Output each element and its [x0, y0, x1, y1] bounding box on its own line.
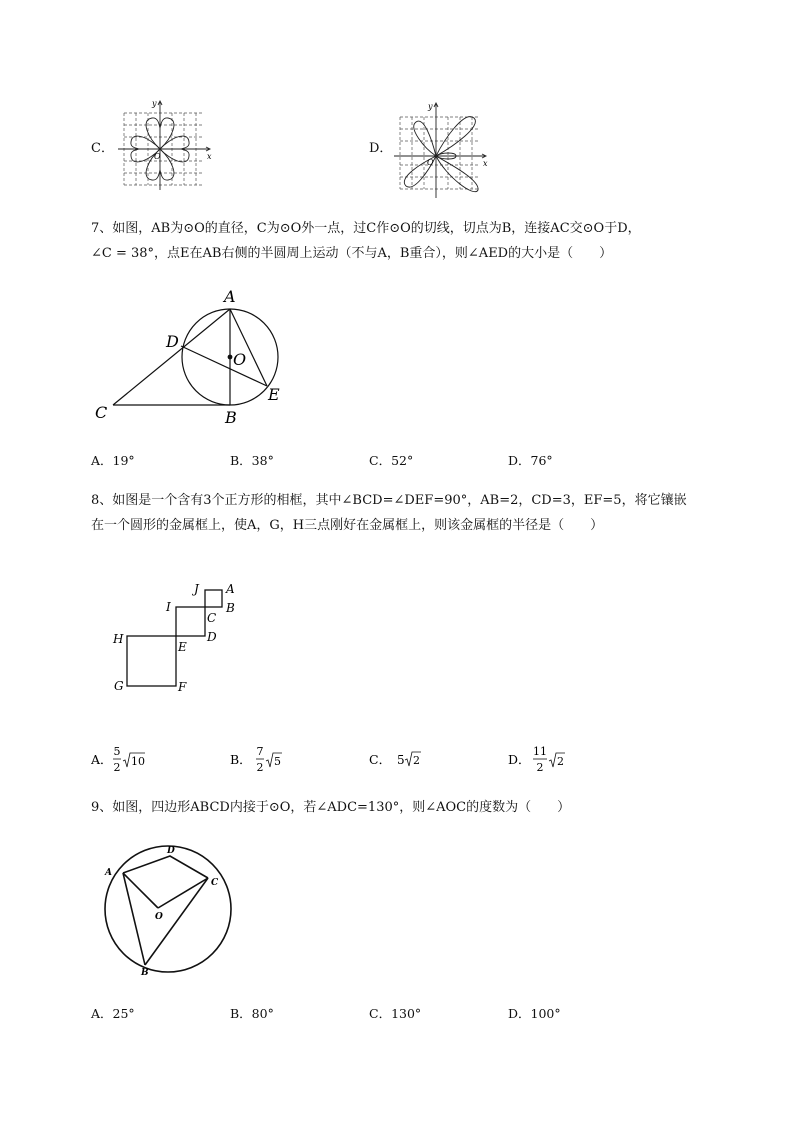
q8-label-f: F [178, 680, 187, 694]
q8-option-a[interactable] [91, 742, 161, 776]
q8-option-b-letter: B． [230, 752, 252, 767]
q8-option-d-den: 2 [536, 761, 544, 774]
q9-text-line1: 9、如图，四边形ABCD内接于⊙O，若∠ADC=130°，则∠AOC的度数为（ ） [91, 800, 571, 815]
q7-option-d[interactable]: D．76° [508, 453, 553, 468]
q8-option-b-num: 7 [256, 745, 264, 758]
q9-label-c: C [211, 878, 219, 888]
q6-option-c-graph [118, 98, 218, 193]
q8-label-b: B [226, 601, 235, 615]
q7-option-b[interactable]: B．38° [230, 453, 274, 468]
q7-option-a[interactable]: A．19° [91, 453, 135, 468]
q6d-origin-label: O [427, 158, 434, 167]
q7-center-dot [228, 355, 233, 360]
q8-label-c: C [207, 611, 217, 625]
q8-label-h: H [113, 632, 124, 646]
q8-option-d-letter: D． [508, 752, 531, 767]
q6c-y-label: y [152, 99, 157, 108]
q8-option-a-letter: A． [91, 752, 113, 767]
q8-label-a: A [226, 582, 235, 596]
q6d-x-label: x [483, 159, 488, 168]
q8-label-e: E [178, 640, 187, 654]
q7-label-o: O [233, 350, 247, 369]
q8-label-d: D [207, 630, 217, 644]
q8-option-a-rad: 10 [131, 755, 145, 768]
q7-label-d: D [166, 332, 179, 351]
q8-option-c-rad: 2 [413, 754, 420, 767]
q6-option-d-label: D． [369, 141, 393, 156]
q7-label-a: A [224, 287, 236, 306]
q9-label-a: A [105, 868, 112, 878]
q8-option-d-num: 11 [533, 745, 547, 758]
q7-text-line2: ∠C = 38°，点E在AB右侧的半圆周上运动（不与A，B重合），则∠AED的大小是（ ） [91, 246, 613, 261]
q7-label-b: B [225, 408, 237, 427]
q7-label-e: E [268, 385, 280, 404]
q8-option-c-letter: C． [369, 752, 392, 767]
q7-label-c: C [95, 403, 108, 422]
q9-figure [98, 838, 238, 978]
q8-option-c-coef: 5 [397, 753, 405, 767]
q8-figure [108, 578, 258, 696]
q8-text-line1: 8、如图是一个含有3个正方形的相框，其中∠BCD=∠DEF=90°，AB=2，CD=3，EF=5，将它镶嵌 [91, 493, 687, 508]
q9-label-o: O [155, 912, 163, 922]
q9-option-c[interactable]: C．130° [369, 1006, 422, 1021]
q8-text-line2: 在一个圆形的金属框上，使A，G，H三点刚好在金属框上，则该金属框的半径是（ ） [91, 518, 604, 533]
q7-figure [90, 285, 300, 430]
q7-text-line1: 7、如图，AB为⊙O的直径，C为⊙O外一点，过C作⊙O的切线，切点为B，连接AC交⊙O于D， [91, 221, 641, 236]
q8-option-d[interactable] [508, 742, 583, 776]
q6c-x-label: x [207, 152, 212, 161]
q8-label-j: J [194, 582, 199, 596]
q9-option-d[interactable]: D．100° [508, 1006, 561, 1021]
q8-option-c[interactable] [369, 742, 439, 776]
q9-label-d: D [167, 846, 175, 856]
q9-option-b[interactable]: B．80° [230, 1006, 274, 1021]
q8-option-a-num: 5 [113, 745, 121, 758]
q8-option-b[interactable] [230, 742, 300, 776]
q9-label-b: B [141, 968, 149, 978]
q8-option-a-den: 2 [113, 761, 121, 774]
q6c-origin-label: O [154, 152, 161, 161]
q8-option-b-rad: 5 [274, 755, 281, 768]
q8-option-d-rad: 2 [557, 755, 564, 768]
q9-option-a[interactable]: A．25° [91, 1006, 135, 1021]
q6d-y-label: y [428, 102, 433, 111]
q8-label-g: G [114, 679, 124, 693]
q7-option-c[interactable]: C．52° [369, 453, 414, 468]
q6-option-c-label: C． [91, 141, 114, 156]
q6-option-d-graph [394, 100, 494, 200]
q8-label-i: I [166, 600, 171, 614]
q8-option-b-den: 2 [256, 761, 264, 774]
